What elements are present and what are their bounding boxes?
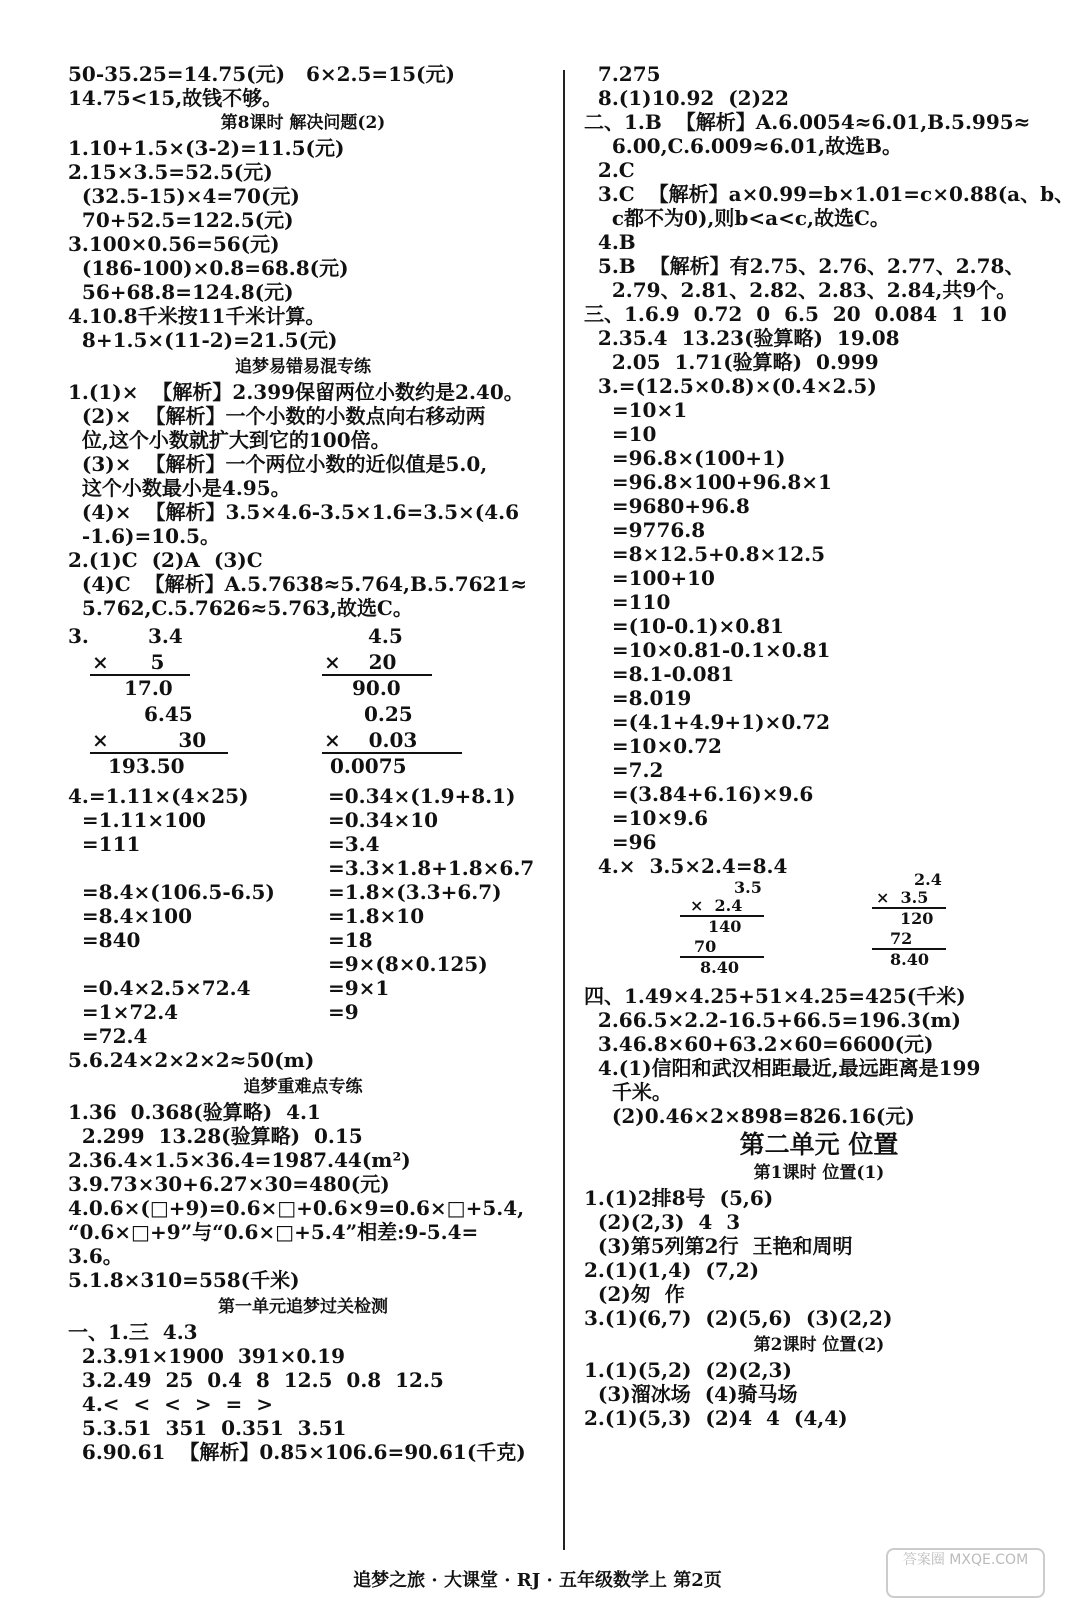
calc-top: 2.4 xyxy=(914,870,942,889)
text-line: =1×72.4 xyxy=(68,1000,179,1024)
text-line: =10×1 xyxy=(584,398,688,422)
text-line: 2.(1)(5,3) (2)4 4 (4,4) xyxy=(584,1406,848,1430)
text-line: 4.× 3.5×2.4=8.4 xyxy=(584,854,788,878)
text-line: (2)0.46×2×898=826.16(元) xyxy=(584,1104,915,1128)
text-line: 2.(1)(1,4) (7,2) xyxy=(584,1258,760,1282)
text-line: =8.4×(106.5-6.5) xyxy=(68,880,275,904)
text-line: =3.3×1.8+1.8×6.7 xyxy=(328,856,535,880)
text-line: 6.00,C.6.009≈6.01,故选B。 xyxy=(584,134,903,158)
text-line: =0.34×10 xyxy=(328,808,439,832)
text-line: 14.75<15,故钱不够。 xyxy=(68,86,283,110)
text-line: (2)× 【解析】一个小数的小数点向右移动两 xyxy=(68,404,486,428)
calc-partial: 120 xyxy=(900,909,934,928)
text-line: 这个小数最小是4.95。 xyxy=(68,476,291,500)
calc-top: 0.25 xyxy=(364,702,413,726)
text-line: 50-35.25=14.75(元) 6×2.5=15(元) xyxy=(68,62,455,86)
text-line: 2.35.4 13.23(验算略) 19.08 xyxy=(584,326,900,350)
text-line: =0.4×2.5×72.4 xyxy=(68,976,251,1000)
text-line: 2.36.4×1.5×36.4=1987.44(m²) xyxy=(68,1148,411,1172)
calc-multiplier: × 30 xyxy=(92,728,207,752)
text-line: 2.15×3.5=52.5(元) xyxy=(68,160,273,184)
text-line: =(10-0.1)×0.81 xyxy=(584,614,784,638)
text-line: 3.=(12.5×0.8)×(0.4×2.5) xyxy=(584,374,877,398)
text-line: =8.4×100 xyxy=(68,904,192,928)
calc-top: 6.45 xyxy=(144,702,193,726)
text-line: 4.B xyxy=(584,230,636,254)
watermark-logo: 答案圈 MXQE.COM xyxy=(886,1548,1045,1598)
text-line: 三、1.6.9 0.72 0 6.5 20 0.084 1 10 xyxy=(584,302,1007,326)
text-line: 1.(1)2排8号 (5,6) xyxy=(584,1186,774,1210)
text-line: =8×12.5+0.8×12.5 xyxy=(584,542,826,566)
text-line: 千米。 xyxy=(584,1080,672,1104)
text-line: (3)溜冰场 (4)骑马场 xyxy=(584,1382,798,1406)
calc-result: 90.0 xyxy=(352,676,401,700)
text-line: 3.(1)(6,7) (2)(5,6) (3)(2,2) xyxy=(584,1306,893,1330)
text-line: =110 xyxy=(584,590,671,614)
calc-multiplier: × 3.5 xyxy=(876,888,929,907)
text-line: =10×9.6 xyxy=(584,806,708,830)
text-line: 56+68.8=124.8(元) xyxy=(68,280,294,304)
text-line: 5.3.51 351 0.351 3.51 xyxy=(68,1416,347,1440)
calc-top: 3.5 xyxy=(734,878,762,897)
text-line: (3)× 【解析】一个两位小数的近似值是5.0, xyxy=(68,452,488,476)
calc-top: 3.4 xyxy=(148,624,183,648)
text-line: 1.10+1.5×(3-2)=11.5(元) xyxy=(68,136,345,160)
text-line: (4)C 【解析】A.5.7638≈5.764,B.5.7621≈ xyxy=(68,572,528,596)
text-line: 3.C 【解析】a×0.99=b×1.01=c×0.88(a、b、 xyxy=(584,182,1075,206)
text-line: =1.11×100 xyxy=(68,808,206,832)
text-line: 7.275 xyxy=(584,62,661,86)
text-line: 2.299 13.28(验算略) 0.15 xyxy=(68,1124,363,1148)
unit2-lesson1-heading: 第1课时 位置(1) xyxy=(753,1163,885,1183)
text-line: -1.6)=10.5。 xyxy=(68,524,220,548)
unit2-lesson2-heading: 第2课时 位置(2) xyxy=(753,1335,885,1355)
text-line: =9 xyxy=(328,1000,359,1024)
text-line: =1.8×(3.3+6.7) xyxy=(328,880,502,904)
unit1-test-heading: 第一单元追梦过关检测 xyxy=(218,1297,388,1317)
calc-result: 193.50 xyxy=(108,754,185,778)
text-line: =8.1-0.081 xyxy=(584,662,735,686)
text-line: =96 xyxy=(584,830,657,854)
text-line: 6.90.61 【解析】0.85×106.6=90.61(千克) xyxy=(68,1440,526,1464)
text-line: =10 xyxy=(584,422,657,446)
text-line: =100+10 xyxy=(584,566,715,590)
text-line: =(3.84+6.16)×9.6 xyxy=(584,782,814,806)
calc-partial: 140 xyxy=(708,917,742,936)
calc-multiplier: × 20 xyxy=(324,650,397,674)
text-line: 二、1.B 【解析】A.6.0054≈6.01,B.5.995≈ xyxy=(584,110,1031,134)
text-line: =96.8×100+96.8×1 xyxy=(584,470,832,494)
text-line: (2)匆 作 xyxy=(584,1282,685,1306)
text-line: 5.1.8×310=558(千米) xyxy=(68,1268,300,1292)
calc-result: 17.0 xyxy=(124,676,173,700)
text-line: =8.019 xyxy=(584,686,692,710)
calc-multiplier: × 0.03 xyxy=(324,728,418,752)
text-line: 2.79、2.81、2.82、2.83、2.84,共9个。 xyxy=(584,278,1017,302)
calc-partial: 70 xyxy=(694,937,717,956)
calc-result: 8.40 xyxy=(890,950,929,969)
calc-partial: 72 xyxy=(890,929,913,948)
text-line: =18 xyxy=(328,928,373,952)
calc-multiplier: × 2.4 xyxy=(690,896,743,915)
calc-result: 8.40 xyxy=(700,958,739,977)
text-line: 3.9.73×30+6.27×30=480(元) xyxy=(68,1172,390,1196)
text-line: 4.(1)信阳和武汉相距最近,最远距离是199 xyxy=(584,1056,981,1080)
text-line: 位,这个小数就扩大到它的100倍。 xyxy=(68,428,391,452)
text-line: 5.B 【解析】有2.75、2.76、2.77、2.78、 xyxy=(584,254,1025,278)
text-line: 8.(1)10.92 (2)22 xyxy=(584,86,789,110)
key-points-heading: 追梦重难点专练 xyxy=(243,1077,363,1097)
lesson8-heading: 第8课时 解决问题(2) xyxy=(220,113,386,133)
text-line: 3.6。 xyxy=(68,1244,123,1268)
text-line: =96.8×(100+1) xyxy=(584,446,786,470)
text-line: (4)× 【解析】3.5×4.6-3.5×1.6=3.5×(4.6 xyxy=(68,500,520,524)
text-line: 2.(1)C (2)A (3)C xyxy=(68,548,263,572)
text-line: 一、1.三 4.3 xyxy=(68,1320,198,1344)
text-line: 5.6.24×2×2×2≈50(m) xyxy=(68,1048,315,1072)
calc-result: 0.0075 xyxy=(330,754,407,778)
question-number: 3. xyxy=(68,624,89,648)
text-line: =840 xyxy=(68,928,141,952)
text-line: 4.10.8千米按11千米计算。 xyxy=(68,304,326,328)
text-line: 4.< < < > = > xyxy=(68,1392,273,1416)
text-line: 2.66.5×2.2-16.5+66.5=196.3(m) xyxy=(584,1008,962,1032)
text-line: c都不为0),则b<a<c,故选C。 xyxy=(584,206,890,230)
text-line: =111 xyxy=(68,832,141,856)
calc-multiplier: × 5 xyxy=(92,650,165,674)
text-line: 3.46.8×60+63.2×60=6600(元) xyxy=(584,1032,934,1056)
text-line: 70+52.5=122.5(元) xyxy=(68,208,294,232)
text-line: 1.36 0.368(验算略) 4.1 xyxy=(68,1100,321,1124)
text-line: 3.2.49 25 0.4 8 12.5 0.8 12.5 xyxy=(68,1368,444,1392)
text-line: =10×0.72 xyxy=(584,734,722,758)
text-line: 5.762,C.5.7626≈5.763,故选C。 xyxy=(68,596,413,620)
text-line: 8+1.5×(11-2)=21.5(元) xyxy=(68,328,338,352)
text-line: (32.5-15)×4=70(元) xyxy=(68,184,300,208)
text-line: “0.6×□+9”与“0.6×□+5.4”相差:9-5.4= xyxy=(68,1220,479,1244)
text-line: 4.=1.11×(4×25) xyxy=(68,784,249,808)
text-line: 1.(1)(5,2) (2)(2,3) xyxy=(584,1358,792,1382)
text-line: =7.2 xyxy=(584,758,664,782)
text-line: 2.05 1.71(验算略) 0.999 xyxy=(584,350,879,374)
column-divider xyxy=(563,70,565,1550)
text-line: 四、1.49×4.25+51×4.25=425(千米) xyxy=(584,984,966,1008)
text-line: (3)第5列第2行 王艳和周明 xyxy=(584,1234,853,1258)
text-line: =9×1 xyxy=(328,976,390,1000)
unit2-heading: 第二单元 位置 xyxy=(739,1130,899,1159)
text-line: =9×(8×0.125) xyxy=(328,952,488,976)
text-line: =9776.8 xyxy=(584,518,706,542)
text-line: 2.3.91×1900 391×0.19 xyxy=(68,1344,346,1368)
text-line: =10×0.81-0.1×0.81 xyxy=(584,638,831,662)
text-line: =3.4 xyxy=(328,832,380,856)
easy-error-heading: 追梦易错易混专练 xyxy=(235,357,371,377)
page-footer: 追梦之旅 · 大课堂 · RJ · 五年级数学上 第2页 xyxy=(353,1570,722,1591)
text-line: =9680+96.8 xyxy=(584,494,750,518)
text-line: 3.100×0.56=56(元) xyxy=(68,232,280,256)
text-line: =0.34×(1.9+8.1) xyxy=(328,784,516,808)
calc-top: 4.5 xyxy=(368,624,403,648)
text-line: (186-100)×0.8=68.8(元) xyxy=(68,256,349,280)
text-line: 1.(1)× 【解析】2.399保留两位小数约是2.40。 xyxy=(68,380,524,404)
text-line: (2)(2,3) 4 3 xyxy=(584,1210,741,1234)
text-line: =(4.1+4.9+1)×0.72 xyxy=(584,710,831,734)
text-line: 4.0.6×(□+9)=0.6×□+0.6×9=0.6×□+5.4, xyxy=(68,1196,525,1220)
text-line: =72.4 xyxy=(68,1024,148,1048)
text-line: =1.8×10 xyxy=(328,904,425,928)
text-line: 2.C xyxy=(584,158,635,182)
